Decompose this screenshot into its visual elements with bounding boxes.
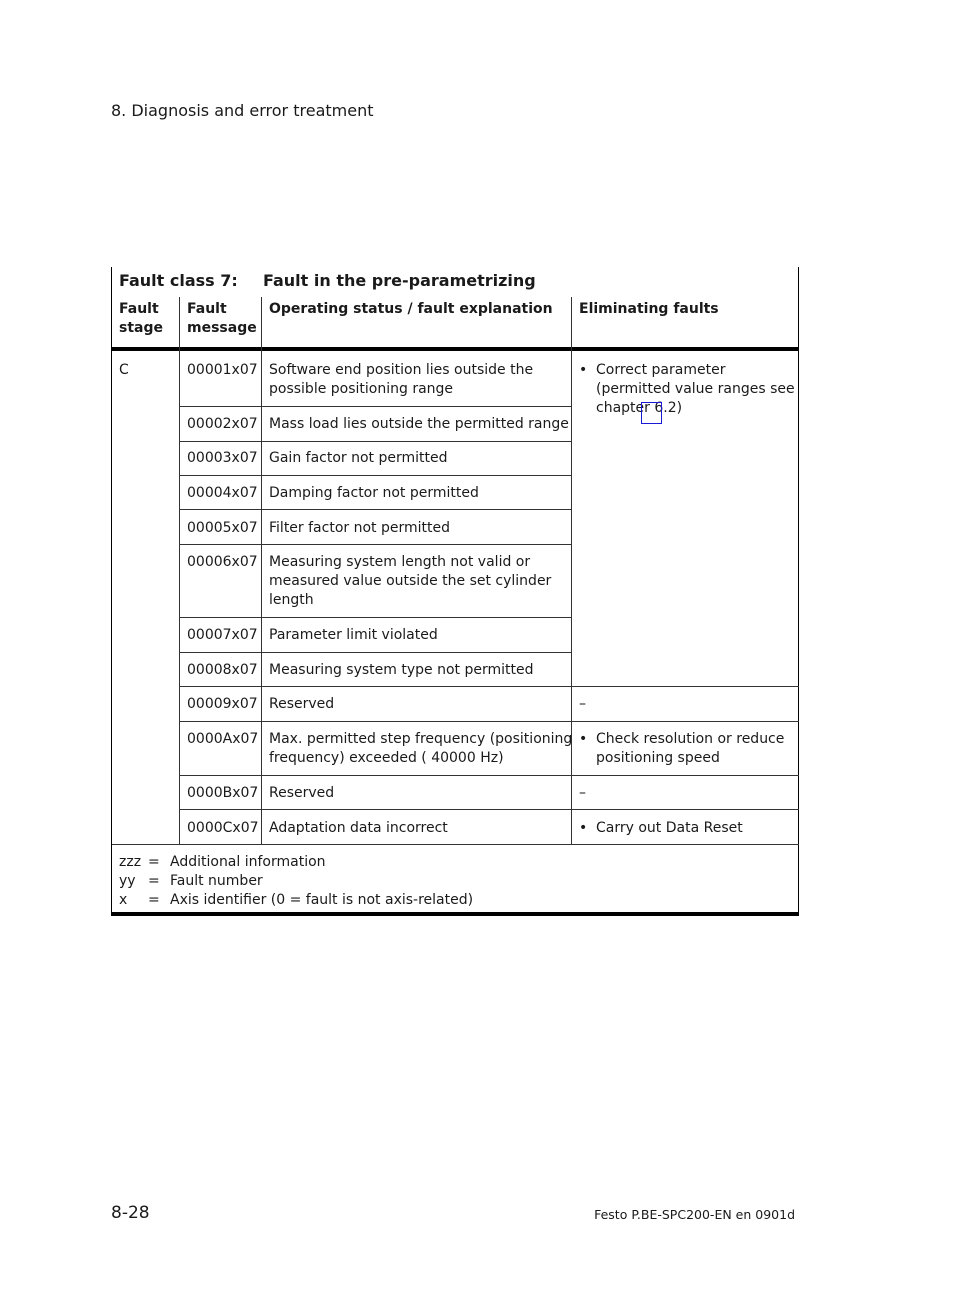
fault-explanation: Reserved (269, 785, 335, 801)
bullet-icon: • (579, 820, 588, 836)
fault-code: 00009x07 (187, 696, 258, 712)
bullet-icon: • (579, 362, 588, 378)
fault-explanation: Filter factor not permitted (269, 520, 450, 536)
fault-code: 00001x07 (187, 362, 258, 378)
legend-row: zzz = Additional information (119, 854, 326, 870)
column-header-fault-message: Fault message (187, 301, 257, 336)
fault-explanation: Mass load lies outside the permitted range (269, 416, 569, 432)
fault-explanation: Max. permitted step frequency (positioning frequency) exceeded ( 40000 Hz) (269, 731, 573, 766)
fault-explanation: Measuring system length not valid or measured value outside the set cylinder length (269, 554, 552, 608)
page-number: 8-28 (111, 1203, 150, 1223)
fault-explanation: Reserved (269, 696, 335, 712)
legend-row: x = Axis identifier (0 = fault is not axis-related) (119, 892, 474, 908)
fault-code: 00002x07 (187, 416, 258, 432)
row-divider (179, 652, 571, 653)
column-header-fault-stage: Fault stage (119, 301, 163, 336)
row-divider (179, 775, 799, 776)
fault-code: 00003x07 (187, 450, 258, 466)
row-divider (179, 475, 571, 476)
fault-explanation: Damping factor not permitted (269, 485, 479, 501)
legend-row: yy = Fault number (119, 873, 263, 889)
fault-code: 00006x07 (187, 554, 258, 570)
row-divider (179, 686, 799, 687)
row-divider (179, 617, 571, 618)
row-divider (179, 509, 571, 510)
column-divider (179, 297, 180, 845)
row-divider (179, 721, 799, 722)
fault-code: 00004x07 (187, 485, 258, 501)
fault-code: 00005x07 (187, 520, 258, 536)
eliminating-action: Check resolution or reduce positioning speed (596, 731, 785, 766)
fault-code: 00008x07 (187, 662, 258, 678)
fault-class-title: Fault in the pre-parametrizing (263, 271, 536, 290)
fault-code: 0000Ax07 (187, 731, 259, 747)
fault-class-7-table (111, 267, 799, 916)
fault-class-label: Fault class 7: (119, 271, 238, 290)
eliminating-action: Correct parameter (permitted value ranges see chapter 6.2) (596, 362, 795, 416)
legend-divider (112, 844, 799, 845)
row-divider (179, 544, 571, 545)
legend (119, 853, 473, 910)
eliminating-none: – (579, 696, 586, 712)
fault-code: 00007x07 (187, 627, 258, 643)
fault-code: 0000Bx07 (187, 785, 259, 801)
row-divider (179, 406, 571, 407)
column-header-eliminating-faults: Eliminating faults (579, 301, 719, 317)
column-header-operating-status: Operating status / fault explanation (269, 301, 553, 317)
fault-explanation: Adaptation data incorrect (269, 820, 448, 836)
fault-explanation: Gain factor not permitted (269, 450, 448, 466)
chapter-link-box[interactable] (641, 402, 662, 424)
eliminating-action: Carry out Data Reset (596, 820, 743, 836)
eliminating-none: – (579, 785, 586, 801)
header-divider (112, 347, 798, 351)
fault-explanation: Measuring system type not permitted (269, 662, 534, 678)
chapter-header: 8. Diagnosis and error treatment (111, 101, 374, 120)
fault-stage-value: C (119, 362, 129, 378)
row-divider (179, 809, 799, 810)
fault-code: 0000Cx07 (187, 820, 259, 836)
fault-explanation: Parameter limit violated (269, 627, 438, 643)
column-divider (261, 297, 262, 845)
row-divider (179, 441, 571, 442)
document-reference: Festo P.BE-SPC200-EN en 0901d (594, 1207, 795, 1222)
fault-explanation: Software end position lies outside the possible positioning range (269, 362, 534, 397)
bullet-icon: • (579, 731, 588, 747)
